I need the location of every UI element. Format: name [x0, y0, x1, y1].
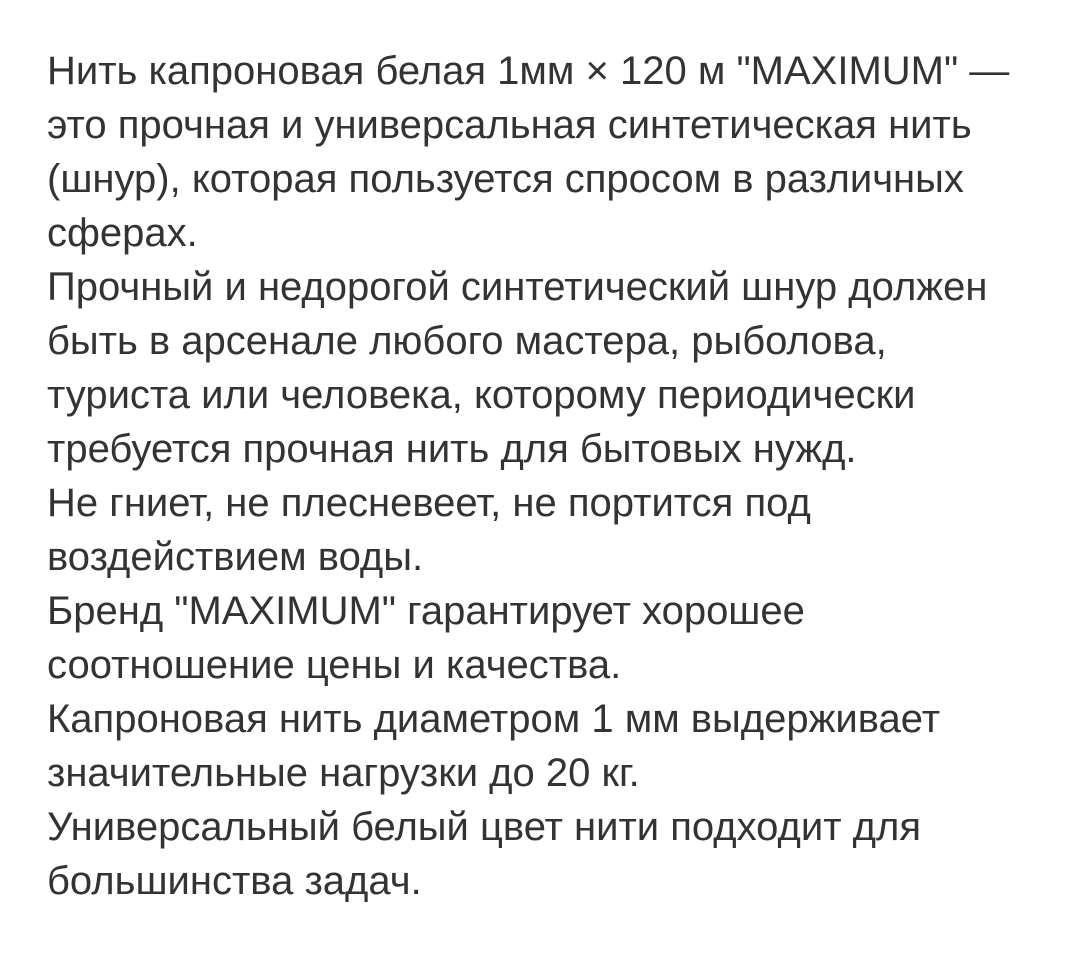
description-paragraph: Капроновая нить диаметром 1 мм выдерживает значительные нагрузки до 20 кг. [47, 697, 941, 795]
description-paragraph: Бренд "MAXIMUM" гарантирует хорошее соотношение цены и качества. [47, 589, 805, 687]
description-paragraph: Прочный и недорогой синтетический шнур должен быть в арсенале любого мастера, рыболова, туриста или человека, которому периодически требуется прочная нить для бытовых нужд. [47, 265, 988, 471]
description-paragraph: Не гниет, не плесневеет, не портится под воздействием воды. [47, 481, 811, 579]
description-paragraph: Нить капроновая белая 1мм × 120 м "MAXIMUM" — это прочная и универсальная синтетическая нить (шнур), которая пользуется спросом в различных сферах. [47, 49, 1010, 255]
description-paragraph: Универсальный белый цвет нити подходит для большинства задач. [47, 805, 922, 903]
